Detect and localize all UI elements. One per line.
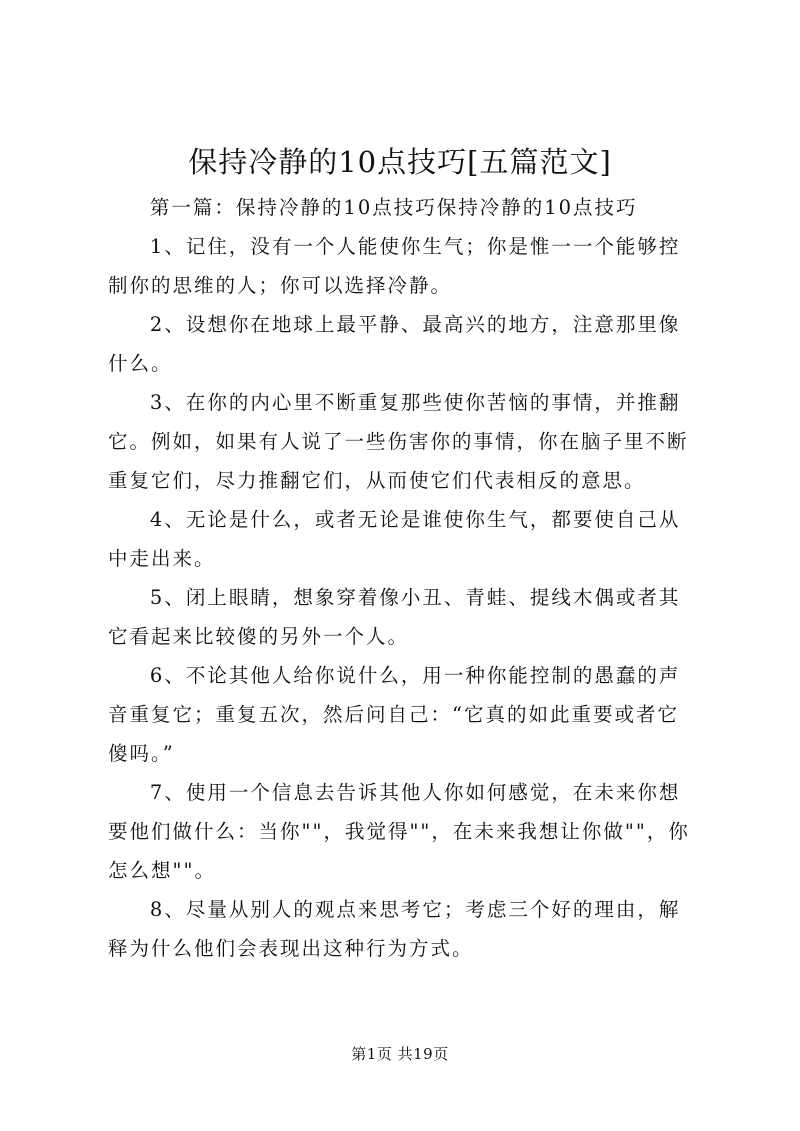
- paragraph-7: 6、不论其他人给你说什么，用一种你能控制的愚蠢的声音重复它；重复五次，然后问自己：“它真的如此重要或者它傻吗。”: [108, 664, 681, 765]
- paragraph-8: 7、使用一个信息去告诉其他人你如何感觉，在未来你想要他们做什么：当你""，我觉得""，在未来我想让你做""，你怎么想""。: [108, 781, 690, 882]
- paragraph-1: 第一篇：保持冷静的10点技巧保持冷静的10点技巧: [149, 196, 638, 219]
- paragraph-9: 8、尽量从别人的观点来思考它；考虑三个好的理由，解释为什么他们会表现出这种行为方式。: [108, 898, 681, 960]
- paragraph-2: 1、记住，没有一个人能使你生气；你是惟一一个能够控制你的思维的人；你可以选择冷静。: [108, 235, 681, 297]
- paragraph-4: 3、在你的内心里不断重复那些使你苦恼的事情，并推翻它。例如，如果有人说了一些伤害你的事情，你在脑子里不断重复它们，尽力推翻它们，从而使它们代表相反的意思。: [108, 391, 689, 492]
- paragraph-5: 4、无论是什么，或者无论是谁使你生气，都要使自己从中走出来。: [108, 508, 681, 570]
- document-title: 保持冷静的10点技巧[五篇范文]: [188, 145, 612, 179]
- paragraph-3: 2、设想你在地球上最平静、最高兴的地方，注意那里像什么。: [108, 313, 681, 375]
- paragraph-6: 5、闭上眼睛，想象穿着像小丑、青蛙、提线木偶或者其它看起来比较傻的另外一个人。: [108, 586, 681, 648]
- page-number-footer: 第1页 共19页: [351, 1045, 449, 1063]
- document-body: [108, 188, 700, 968]
